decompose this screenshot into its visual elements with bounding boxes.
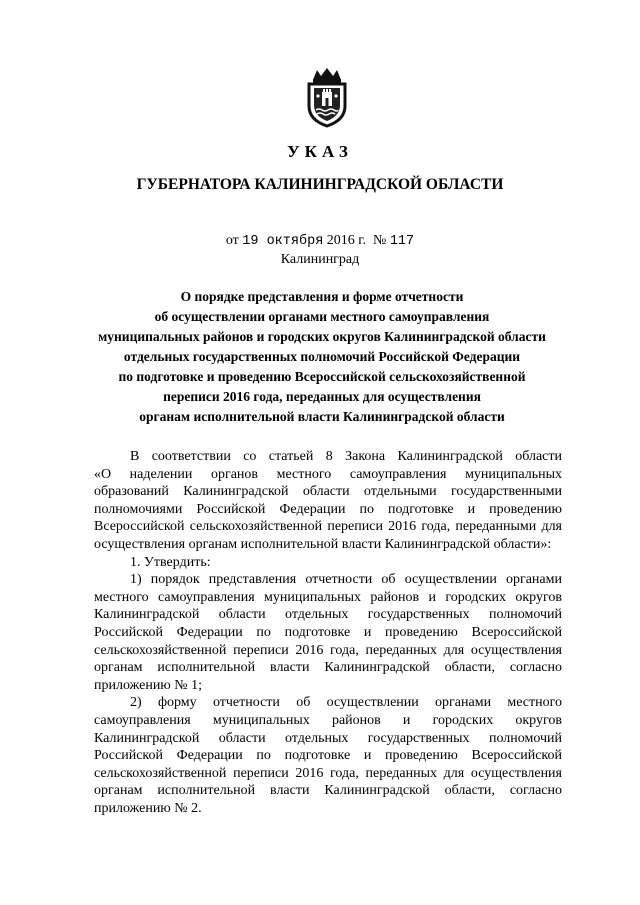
- body-line: местного самоуправления муниципальных районов и городских округов: [94, 589, 562, 605]
- body-line: «О наделении органов местного самоуправления муниципальных: [94, 466, 562, 482]
- body-line: приложению № 1;: [94, 677, 203, 693]
- heading-line: органам исполнительной власти Калининградской области: [139, 409, 505, 424]
- body-line: сельскохозяйственной переписи 2016 года, переданных для осуществления: [94, 642, 562, 658]
- subitem-2-paragraph: [94, 694, 562, 817]
- item-approve: [94, 554, 562, 572]
- body-line: сельскохозяйственной переписи 2016 года, переданных для осуществления: [94, 765, 562, 781]
- date-prefix: от: [225, 233, 239, 248]
- coat-of-arms-emblem: [303, 66, 351, 128]
- body-line: приложению № 2.: [94, 800, 202, 816]
- body-line: 2) форму отчетности об осуществлении органами местного: [130, 695, 562, 711]
- body-line: Калининградской области отдельных государственных полномочий: [94, 607, 562, 623]
- body-line: Калининградской области отдельных государственных полномочий: [94, 730, 562, 746]
- decree-number: 117: [389, 234, 415, 249]
- decree-city: Калининград: [280, 252, 360, 267]
- heading-line: О порядке представления и форме отчетности: [180, 289, 464, 304]
- heading-line: об осуществлении органами местного самоуправления: [154, 309, 490, 324]
- decree-issuer: ГУБЕРНАТОРА КАЛИНИНГРАДСКОЙ ОБЛАСТИ: [136, 176, 504, 193]
- body-line: Российской Федерации по подготовке и проведению Всероссийской: [94, 624, 562, 640]
- heading-line: отдельных государственных полномочий Российской Федерации: [123, 349, 521, 364]
- heading-line: переписи 2016 года, переданных для осуществления: [163, 389, 481, 404]
- body-line: 1. Утвердить:: [130, 554, 211, 570]
- decree-heading: [80, 287, 564, 427]
- number-sign: №: [372, 233, 387, 248]
- body-line: В соответствии со статьей 8 Закона Калининградской области: [130, 449, 562, 464]
- decree-date: 19 октября: [242, 234, 324, 249]
- preamble-paragraph: [94, 448, 562, 554]
- decree-body: [94, 448, 562, 817]
- subitem-1-paragraph: [94, 571, 562, 694]
- date-line: [0, 233, 640, 249]
- body-line: 1) порядок представления отчетности об осуществлении органами: [130, 572, 562, 588]
- body-line: Российской Федерации по подготовке и проведению Всероссийской: [94, 748, 562, 764]
- body-line: полномочиями Российской Федерации по подготовке и проведению: [94, 501, 562, 517]
- heading-line: по подготовке и проведению Всероссийской сельскохозяйственной: [118, 369, 526, 384]
- heading-line: муниципальных районов и городских округов Калининградской области: [98, 329, 546, 344]
- body-line: органам исполнительной власти Калининградской области, согласно: [94, 660, 562, 676]
- decree-year: 2016 г.: [326, 233, 366, 248]
- decree-title: УКАЗ: [287, 142, 353, 161]
- body-line: самоуправления муниципальных районов и городских округов: [94, 712, 562, 728]
- body-line: осуществления органам исполнительной власти Калининградской области»:: [94, 536, 552, 552]
- body-line: органам исполнительной власти Калининградской области, согласно: [94, 783, 562, 799]
- body-line: образований Калининградской области отдельными государственными: [94, 484, 562, 500]
- body-line: Всероссийской сельскохозяйственной переписи 2016 года, переданными для: [94, 519, 562, 535]
